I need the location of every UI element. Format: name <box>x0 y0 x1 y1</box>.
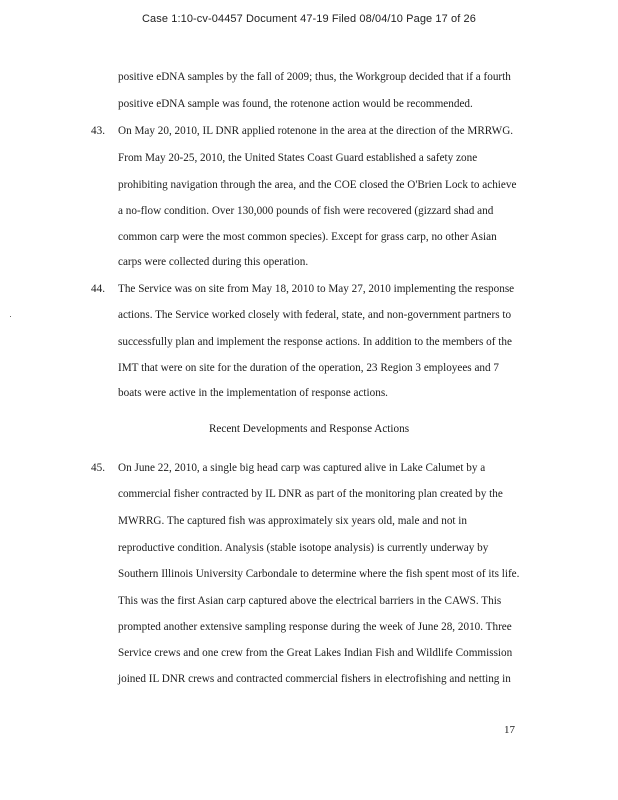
text-line: IMT that were on site for the duration of the operation, 23 Region 3 employees and 7 <box>118 362 500 374</box>
paragraph-number: 43. <box>91 125 105 137</box>
text-line: reproductive condition. Analysis (stable isotope analysis) is currently underway by <box>118 542 489 554</box>
paragraph-number: 45. <box>91 462 105 474</box>
case-header: Case 1:10-cv-04457 Document 47-19 Filed 08/04/10 Page 17 of 26 <box>142 13 476 25</box>
text-line: actions. The Service worked closely with federal, state, and non-government partners to <box>118 309 512 321</box>
text-line: positive eDNA samples by the fall of 2009; thus, the Workgroup decided that if a fourth <box>118 71 511 83</box>
text-line: MWRRG. The captured fish was approximately six years old, male and not in <box>118 515 468 527</box>
text-line: prompted another extensive sampling response during the week of June 28, 2010. Three <box>118 621 512 633</box>
page-number: 17 <box>504 724 515 736</box>
text-line: commercial fisher contracted by IL DNR as part of the monitoring plan created by the <box>118 488 503 500</box>
text-line: carps were collected during this operation. <box>118 256 309 268</box>
text-line: a no-flow condition. Over 130,000 pounds of fish were recovered (gizzard shad and <box>118 205 494 217</box>
text-line: positive eDNA sample was found, the rotenone action would be recommended. <box>118 98 473 110</box>
paragraph-number: 44. <box>91 283 105 295</box>
text-line: On May 20, 2010, IL DNR applied rotenone in the area at the direction of the MRRWG. <box>118 125 514 137</box>
text-line: The Service was on site from May 18, 2010 to May 27, 2010 implementing the response <box>118 283 515 295</box>
text-line: Southern Illinois University Carbondale to determine where the fish spent most of its life. <box>118 568 520 580</box>
text-line: This was the first Asian carp captured above the electrical barriers in the CAWS. This <box>118 595 502 607</box>
text-line: On June 22, 2010, a single big head carp was captured alive in Lake Calumet by a <box>118 462 486 474</box>
text-line: From May 20-25, 2010, the United States Coast Guard established a safety zone <box>118 152 478 164</box>
text-line: joined IL DNR crews and contracted commercial fishers in electrofishing and netting in <box>118 673 511 685</box>
scan-speck <box>10 316 11 317</box>
text-line: successfully plan and implement the response actions. In addition to the members of the <box>118 336 512 348</box>
text-line: boats were active in the implementation of response actions. <box>118 387 388 399</box>
section-heading: Recent Developments and Response Actions <box>208 423 410 435</box>
text-line: Service crews and one crew from the Great Lakes Indian Fish and Wildlife Commission <box>118 647 513 659</box>
text-line: prohibiting navigation through the area, and the COE closed the O'Brien Lock to achieve <box>118 179 517 191</box>
text-line: common carp were the most common species). Except for grass carp, no other Asian <box>118 231 497 243</box>
